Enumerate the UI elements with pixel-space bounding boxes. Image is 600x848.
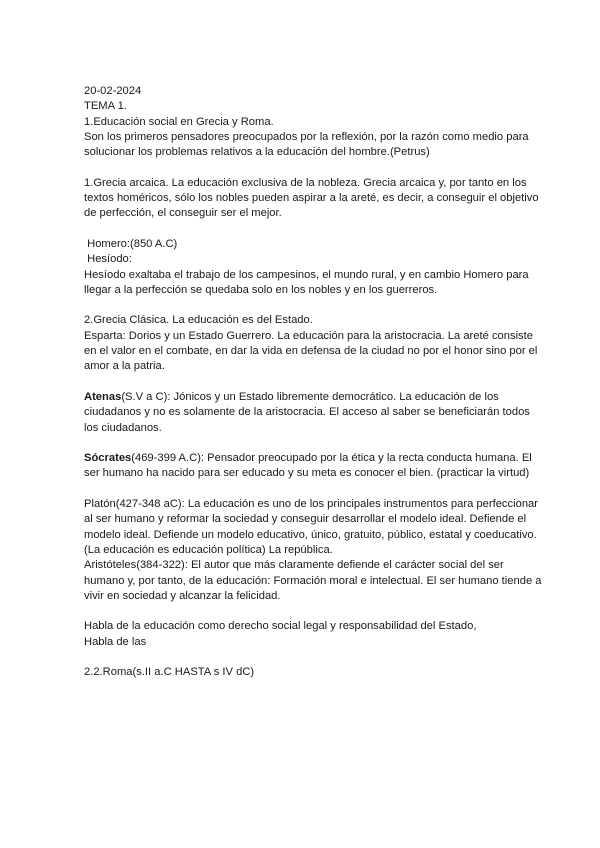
paragraph-line: modelo ideal. Defiende un modelo educativo, único, gratuito, público, estatal y coeducativo. <box>84 528 537 541</box>
paragraph-line: al ser humano y reformar la sociedad y conseguir desarrollar el modelo ideal. Defiende el <box>84 513 527 526</box>
paragraph-line: Son los primeros pensadores preocupados por la reflexión, por la razón como medio para <box>84 130 529 143</box>
paragraph-line: 1.Grecia arcaica. La educación exclusiva de la nobleza. Grecia arcaica y, por tanto en los <box>84 176 527 189</box>
paragraph-line: Hesíodo: <box>84 253 132 266</box>
paragraph-line: (La educación es educación política) La república. <box>84 543 333 556</box>
paragraph-line: Hesíodo exaltaba el trabajo de los campesinos, el mundo rural, y en cambio Homero para <box>84 268 529 281</box>
paragraph-line: Habla de las <box>84 635 147 648</box>
paragraph-line: ser humano ha nacido para ser educado y su meta es conocer el bien. (practicar la virtud) <box>84 467 530 480</box>
paragraph-line: 2.Grecia Clásica. La educación es del Estado. <box>84 314 313 327</box>
paragraph-text: (S.V a C): Jónicos y un Estado libremente democrático. La educación de los <box>121 390 499 403</box>
paragraph-line: solucionar los problemas relativos a la educación del hombre.(Petrus) <box>84 146 430 159</box>
paragraph-line: Homero:(850 A.C) <box>84 237 178 250</box>
paragraph-line: Aristóteles(384-322): El autor que más claramente defiende el carácter social del ser <box>84 559 504 572</box>
paragraph-text: (469-399 A.C): Pensador preocupado por la ética y la recta conducta humana. El <box>131 452 532 465</box>
paragraph-line: de perfección, el conseguir ser el mejor. <box>84 207 282 220</box>
paragraph-line: amor a la patria. <box>84 360 165 373</box>
paragraph-line: ciudadanos y no es solamente de la aristocracia. El acceso al saber se beneficiarán todos <box>84 406 530 419</box>
paragraph-line: Habla de la educación como derecho social legal y responsabilidad del Estado, <box>84 620 477 633</box>
bold-term: Sócrates <box>84 452 132 465</box>
paragraph-line <box>84 390 550 405</box>
paragraph-line: Platón(427-348 aC): La educación es uno de los principales instrumentos para perfeccionar <box>84 498 538 511</box>
date-line: 20-02-2024 <box>84 85 142 97</box>
paragraph-line: vivir en sociedad y alcanzar la felicidad. <box>84 589 281 602</box>
paragraph-line: Esparta: Dorios y un Estado Guerrero. La educación para la aristocracia. La areté consiste <box>84 329 533 342</box>
tema-heading: TEMA 1. <box>84 100 127 113</box>
paragraph-line: textos homéricos, sólo los nobles pueden aspirar a la areté, es decir, a conseguir el objetivo <box>84 192 539 205</box>
paragraph-line: los ciudadanos. <box>84 421 162 434</box>
bold-term: Atenas <box>84 390 122 403</box>
paragraph-line: llegar a la perfección se quedaba solo en los nobles y en los guerreros. <box>84 283 438 296</box>
paragraph-line: humano y, por tanto, de la educación: Formación moral e intelectual. El ser humano tiende a <box>84 574 542 587</box>
paragraph-line <box>84 451 550 466</box>
section-title: 1.Educación social en Grecia y Roma. <box>84 115 274 128</box>
section-title: 2.2.Roma(s.II a.C HASTA s IV dC) <box>84 666 255 679</box>
paragraph-line: en el valor en el combate, en dar la vida en defensa de la ciudad no por el honor sino por el <box>84 345 538 358</box>
